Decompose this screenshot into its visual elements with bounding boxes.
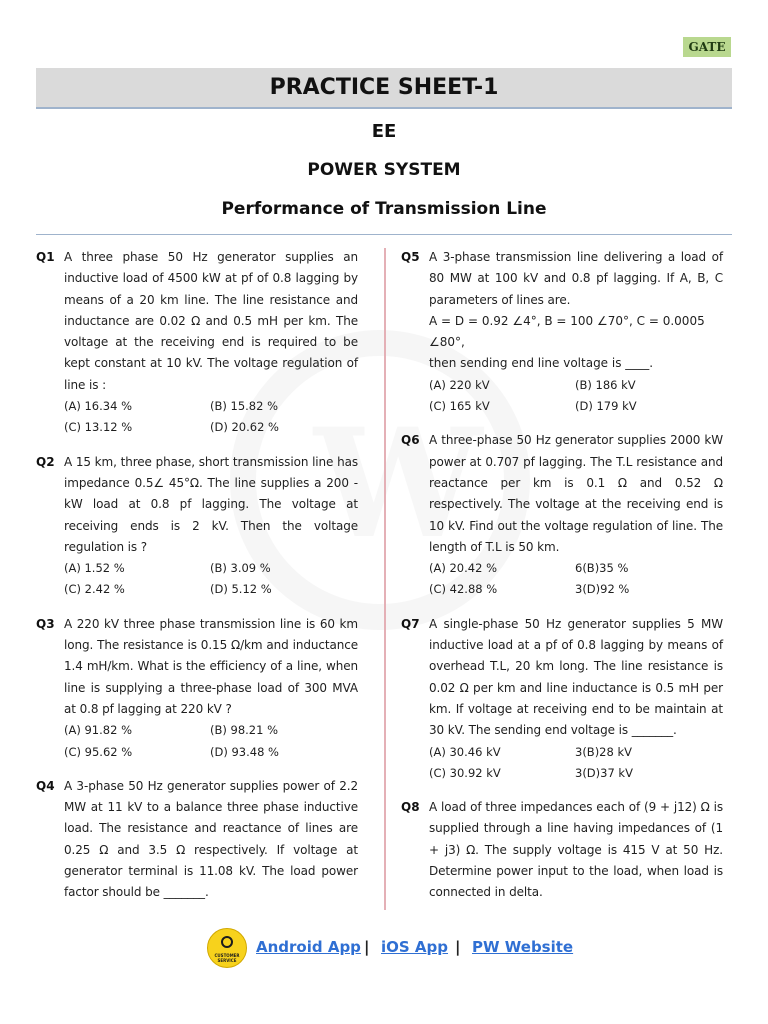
option-c: (C) 2.42 % [64, 582, 125, 597]
question-text: A three phase 50 Hz generator supplies an inductive load of 4500 kW at pf of 0.8 lagging by means of a 20 km line. The line resistance and inductance are 0.02 Ω and 0.5 mH per km. The voltage at the receiving end is required to be kept constant at 10 kV. The voltage regulation of line is : [64, 250, 358, 392]
option-a: (A) 20.42 % [429, 561, 498, 576]
options [429, 375, 723, 418]
options [64, 558, 358, 601]
footer-separator: | [364, 938, 370, 956]
options [64, 720, 358, 763]
option-b: 6(B)35 % [575, 561, 629, 576]
question-number: Q1 [36, 250, 55, 264]
question-q4 [36, 776, 358, 904]
option-d: (D) 5.12 % [210, 582, 272, 597]
option-a: (A) 30.46 kV [429, 744, 501, 759]
question-number: Q6 [401, 433, 420, 448]
option-b: (B) 186 kV [575, 377, 636, 392]
question-text: A 3-phase 50 Hz generator supplies power of 2.2 MW at 11 kV to a balance three phase inductive load. The resistance and reactance of lines are 0.25 Ω and 3.5 Ω respectively. If voltage at generator terminal is 11.08 kV. The load power factor should be _______. [64, 778, 358, 900]
option-a: (A) 1.52 % [64, 561, 125, 576]
left-column [36, 247, 358, 917]
abcd-parameters: A = D = 0.92 ∠4°, B = 100 ∠70°, C = 0.0005 ∠80°, [429, 313, 705, 350]
question-text: A 15 km, three phase, short transmission line has impedance 0.5∠ 45°Ω. The line supplies a 200 - kW load at 0.8 pf lagging. The voltage at receiving ends is 2 kV. Then the voltage regulation is ? [64, 454, 358, 554]
question-number: Q8 [401, 800, 420, 815]
option-a: (A) 220 kV [429, 377, 490, 392]
footer [0, 928, 768, 968]
customer-service-label: CUSTOMER SERVICE [214, 953, 240, 963]
question-number: Q5 [401, 250, 420, 264]
question-number: Q7 [401, 616, 420, 631]
options [64, 396, 358, 439]
option-d: 3(D)37 kV [575, 765, 633, 780]
question-q8 [401, 797, 723, 903]
question-q7 [401, 614, 723, 784]
option-d: 3(D)92 % [575, 582, 630, 597]
options [429, 742, 723, 785]
question-number: Q2 [36, 454, 55, 469]
question-number: Q4 [36, 778, 55, 793]
option-d: (D) 93.48 % [210, 744, 279, 759]
option-b: (B) 3.09 % [210, 561, 271, 576]
topic-heading: Performance of Transmission Line [221, 199, 547, 219]
question-q3 [36, 614, 358, 763]
option-d: (D) 20.62 % [210, 420, 279, 435]
option-d: (D) 179 kV [575, 399, 637, 414]
option-a: (A) 16.34 % [64, 399, 133, 414]
headset-icon [221, 936, 233, 948]
exam-badge: GATE [683, 37, 731, 57]
title-bar [36, 68, 732, 109]
page-title: PRACTICE SHEET-1 [269, 75, 499, 100]
android-app-link[interactable]: Android App [256, 938, 361, 956]
right-column [401, 247, 723, 917]
question-q6 [401, 430, 723, 600]
header-divider [36, 234, 732, 235]
question-text: A load of three impedances each of (9 + j12) Ω is supplied through a line having impedances of (1 + j3) Ω. The supply voltage is 415 V at 50 Hz. Determine power input to the load, when load is connected in delta. [429, 800, 723, 900]
subject-heading: POWER SYSTEM [307, 160, 461, 180]
question-text: A single-phase 50 Hz generator supplies 5 MW inductive load at a pf of 0.8 lagging by means of overhead T.L, 20 km long. The line resistance is 0.02 Ω per km and line inductance is 0.5 mH per km. If voltage at receiving end to be maintain at 30 kV. The sending end voltage is _______. [429, 616, 723, 738]
option-a: (A) 91.82 % [64, 723, 133, 738]
option-c: (C) 42.88 % [429, 582, 498, 597]
branch-heading: EE [371, 121, 397, 142]
option-b: (B) 98.21 % [210, 723, 279, 738]
question-number: Q3 [36, 616, 55, 631]
question-q5 [401, 247, 723, 417]
question-q2 [36, 452, 358, 601]
options [429, 558, 723, 601]
option-c: (C) 95.62 % [64, 744, 133, 759]
option-b: (B) 15.82 % [210, 399, 279, 414]
column-divider [384, 248, 386, 910]
question-text: A 220 kV three phase transmission line is 60 km long. The resistance is 0.15 Ω/km and inductance 1.4 mH/km. What is the efficiency of a line, when line is supplying a three-phase load of 300 MVA at 0.8 pf lagging at 220 kV ? [64, 616, 358, 716]
option-c: (C) 30.92 kV [429, 765, 501, 780]
ios-app-link[interactable]: iOS App [381, 938, 449, 956]
option-c: (C) 165 kV [429, 399, 490, 414]
question-text: A 3-phase transmission line delivering a load of 80 MW at 100 kV and 0.8 pf lagging. If A, B, C parameters of lines are. [429, 250, 723, 307]
question-prompt: then sending end line voltage is ____. [429, 356, 654, 371]
question-text: A three-phase 50 Hz generator supplies 2000 kW power at 0.707 pf lagging. The T.L resistance and reactance per km is 0.1 Ω and 0.52 Ω respectively. The voltage at the receiving end is 10 kV. Find out the voltage regulation of line. The length of T.L is 50 km. [429, 433, 723, 554]
question-q1 [36, 247, 358, 439]
option-c: (C) 13.12 % [64, 420, 133, 435]
footer-separator: | [455, 938, 461, 956]
customer-service-icon[interactable] [207, 928, 247, 968]
pw-website-link[interactable]: PW Website [472, 938, 574, 956]
option-b: 3(B)28 kV [575, 744, 632, 759]
